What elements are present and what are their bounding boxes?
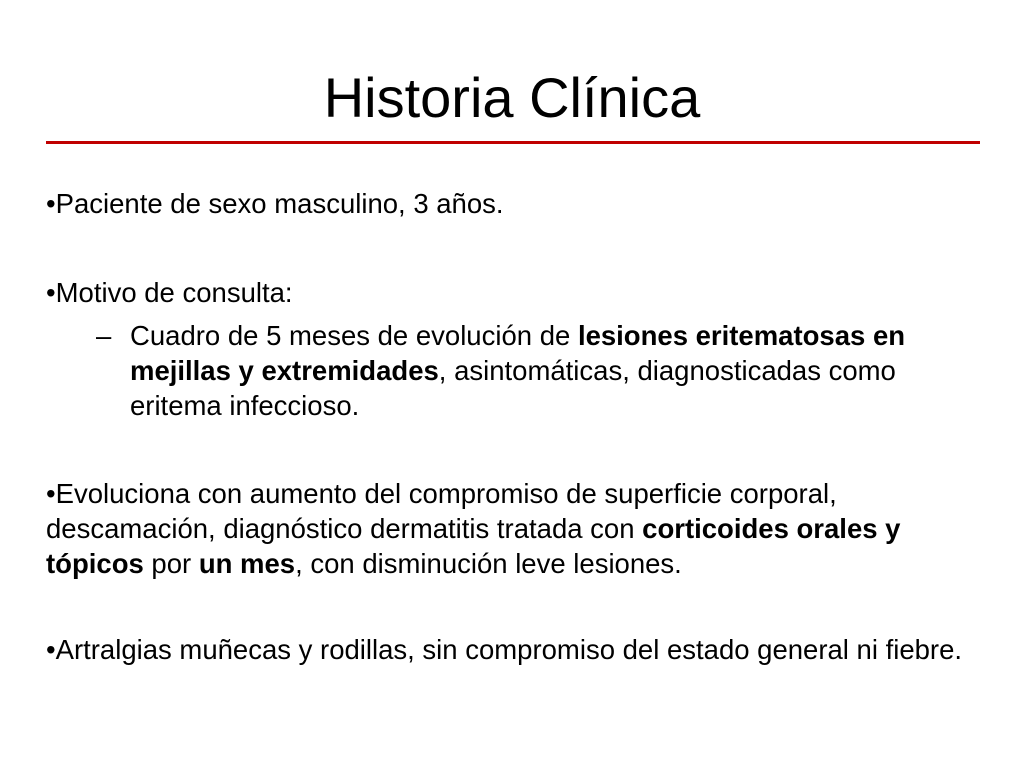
sub-bold-1: lesiones eritematosas en mejillas y extremidades: [130, 320, 906, 386]
slide-title: Historia Clínica: [323, 66, 701, 129]
bullet-evolution: [46, 476, 976, 581]
evo-text-1: •Evoluciona con aumento del compromiso de superficie corporal, descamación, diagnóstico dermatitis tratada con: [46, 478, 837, 544]
sub-text-2: , asintomáticas, diagnosticadas como eritema infeccioso.: [130, 355, 896, 421]
sub-bullet-dash: –: [96, 320, 112, 351]
bullet-consult-reason: •Motivo de consulta:: [46, 277, 293, 308]
evo-text-2: por: [143, 548, 199, 579]
sub-text-1: Cuadro de 5 meses de evolución de: [130, 320, 578, 351]
title-underline: [46, 141, 980, 144]
evo-text-3: , con disminución leve lesiones.: [295, 548, 682, 579]
bullet-arthralgia: •Artralgias muñecas y rodillas, sin compromiso del estado general ni fiebre.: [46, 634, 963, 665]
bullet-patient: •Paciente de sexo masculino, 3 años.: [46, 188, 504, 219]
evo-bold-1: corticoides orales y tópicos: [46, 513, 901, 579]
evo-bold-2: un mes: [198, 548, 296, 579]
sub-bullet-evolution: [130, 318, 980, 423]
